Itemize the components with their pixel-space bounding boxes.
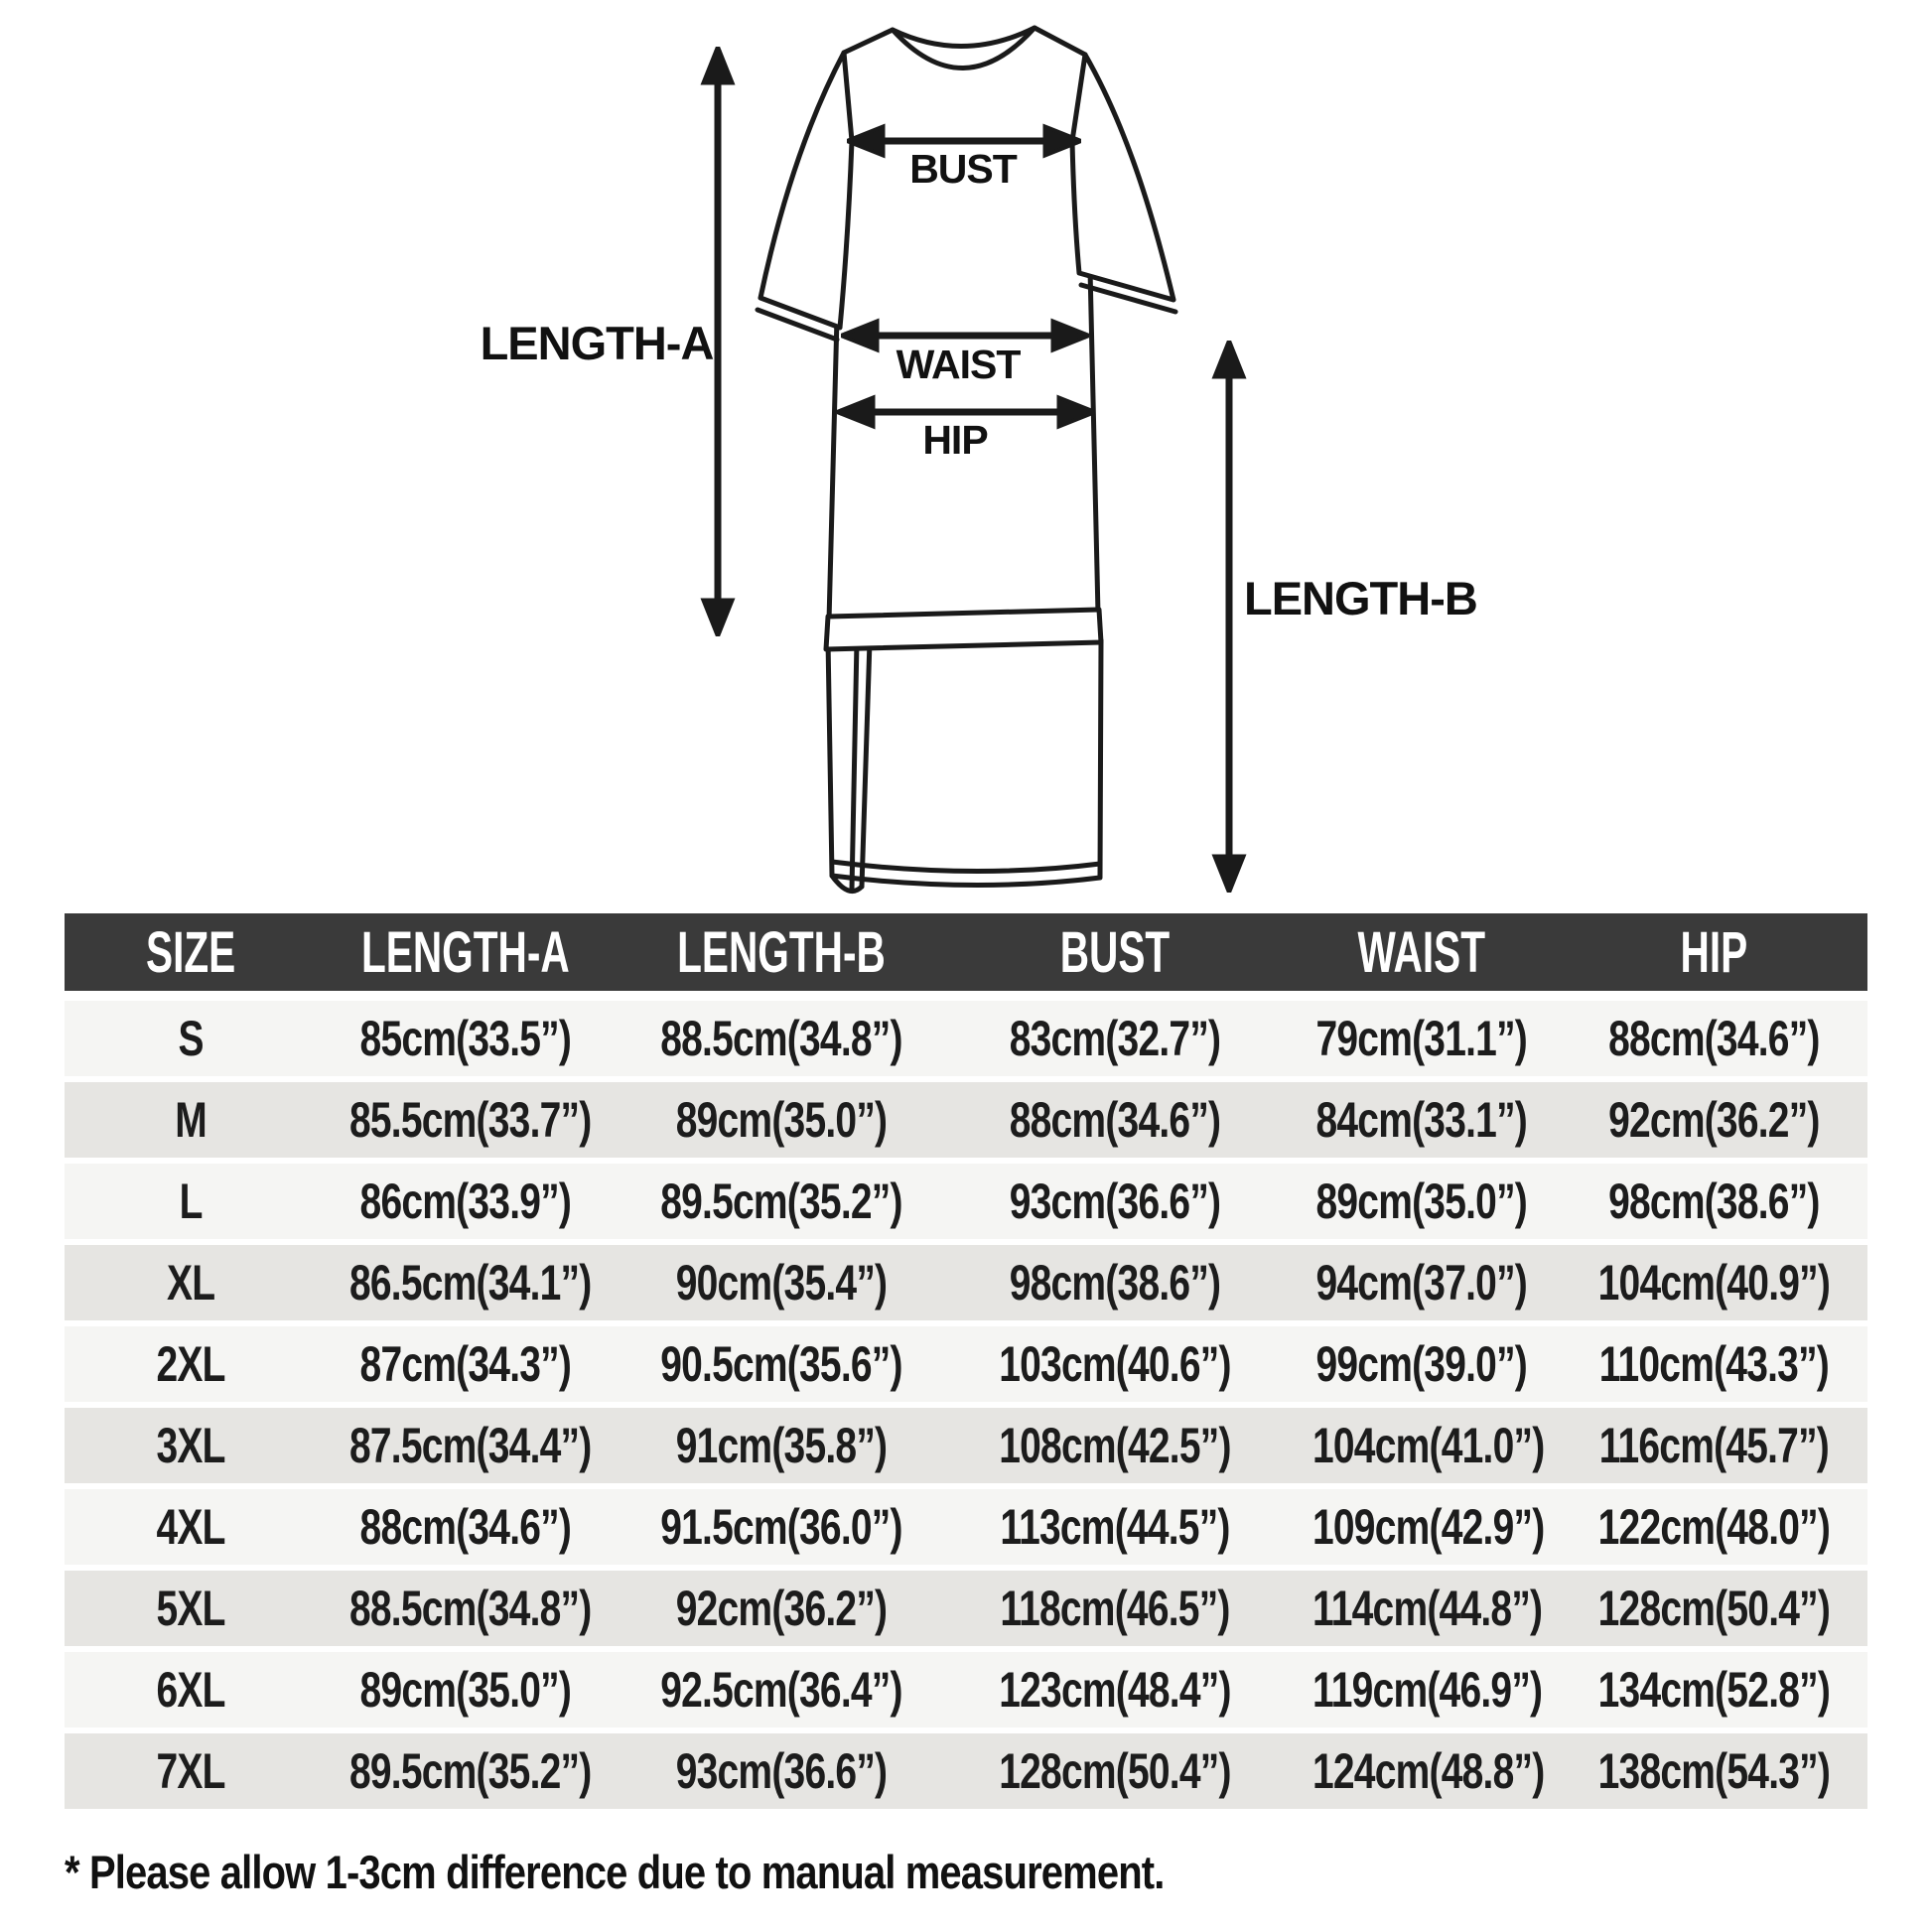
cell-bust: 128cm(50.4”) (999, 1743, 1231, 1799)
cell-bust: 88cm(34.6”) (1009, 1092, 1221, 1148)
cell-size: 5XL (156, 1581, 225, 1636)
waist-label: WAIST (896, 342, 1021, 387)
measurement-note (65, 1845, 1867, 1899)
cell-length-a: 89.5cm(35.2”) (349, 1743, 592, 1799)
table-row (65, 1326, 1867, 1402)
cell-size: XL (166, 1255, 215, 1311)
cell-length-b: 91.5cm(36.0”) (660, 1499, 902, 1555)
cell-bust: 98cm(38.6”) (1009, 1255, 1221, 1311)
cell-bust: 118cm(46.5”) (1000, 1581, 1230, 1636)
cell-length-b: 89.5cm(35.2”) (660, 1173, 902, 1229)
cell-waist: 94cm(37.0”) (1315, 1255, 1527, 1311)
table-row (65, 1245, 1867, 1320)
cell-waist: 104cm(41.0”) (1311, 1418, 1545, 1473)
cell-waist: 114cm(44.8”) (1311, 1581, 1543, 1636)
cell-hip: 110cm(43.3”) (1598, 1336, 1830, 1392)
table-row (65, 1571, 1867, 1646)
header-waist: WAIST (1357, 919, 1485, 985)
bust-label: BUST (909, 146, 1017, 192)
cell-size: 6XL (156, 1662, 225, 1718)
cell-bust: 93cm(36.6”) (1009, 1173, 1221, 1229)
cell-size: 7XL (156, 1743, 225, 1799)
cell-waist: 89cm(35.0”) (1315, 1173, 1527, 1229)
table-row (65, 1489, 1867, 1565)
cell-size: M (175, 1092, 207, 1148)
table-row (65, 1733, 1867, 1809)
table-row (65, 1082, 1867, 1158)
cell-length-b: 92.5cm(36.4”) (660, 1662, 902, 1718)
tunic-hem-band (826, 610, 1101, 649)
cell-length-b: 91cm(35.8”) (675, 1418, 888, 1473)
table-row (65, 1652, 1867, 1727)
cell-waist: 124cm(48.8”) (1311, 1743, 1545, 1799)
cell-length-b: 89cm(35.0”) (675, 1092, 888, 1148)
header-hip: HIP (1680, 919, 1748, 985)
table-row (65, 1164, 1867, 1239)
cell-length-a: 87.5cm(34.4”) (349, 1418, 592, 1473)
size-chart-table (65, 913, 1867, 1815)
cell-size: 3XL (156, 1418, 225, 1473)
cell-length-a: 85.5cm(33.7”) (349, 1092, 592, 1148)
cell-hip: 88cm(34.6”) (1608, 1011, 1820, 1066)
tunic-body (829, 28, 1098, 621)
cell-length-b: 92cm(36.2”) (675, 1581, 888, 1636)
measurement-note-text: * Please allow 1-3cm difference due to manual measurement. (65, 1846, 1165, 1898)
cell-waist: 84cm(33.1”) (1315, 1092, 1527, 1148)
header-size: SIZE (145, 919, 236, 985)
skirt-outline (828, 640, 1101, 892)
cell-hip: 104cm(40.9”) (1597, 1255, 1831, 1311)
cell-hip: 116cm(45.7”) (1598, 1418, 1830, 1473)
cell-length-b: 88.5cm(34.8”) (660, 1011, 902, 1066)
header-length-b: LENGTH-B (676, 919, 886, 985)
cell-bust: 108cm(42.5”) (999, 1418, 1231, 1473)
collar-seam (893, 28, 1035, 47)
cell-hip: 138cm(54.3”) (1597, 1743, 1831, 1799)
cell-length-b: 90.5cm(35.6”) (660, 1336, 902, 1392)
length-a-label: LENGTH-A (480, 317, 714, 369)
hip-label: HIP (922, 417, 988, 463)
cell-hip: 134cm(52.8”) (1597, 1662, 1831, 1718)
cell-size: S (178, 1011, 204, 1066)
length-b-label: LENGTH-B (1244, 572, 1477, 624)
cell-hip: 122cm(48.0”) (1597, 1499, 1831, 1555)
cell-bust: 123cm(48.4”) (999, 1662, 1231, 1718)
cell-bust: 113cm(44.5”) (1000, 1499, 1230, 1555)
cell-length-a: 85cm(33.5”) (359, 1011, 572, 1066)
cell-size: L (179, 1173, 203, 1229)
right-sleeve (1072, 55, 1173, 300)
garment-measurement-diagram (0, 0, 1932, 913)
table-row (65, 1408, 1867, 1483)
header-length-a: LENGTH-A (361, 919, 570, 985)
cell-bust: 103cm(40.6”) (999, 1336, 1231, 1392)
table-row (65, 1001, 1867, 1076)
cell-hip: 128cm(50.4”) (1597, 1581, 1831, 1636)
cell-length-a: 88cm(34.6”) (359, 1499, 572, 1555)
cell-waist: 119cm(46.9”) (1311, 1662, 1543, 1718)
cell-size: 2XL (156, 1336, 225, 1392)
cell-waist: 79cm(31.1”) (1315, 1011, 1527, 1066)
cell-waist: 99cm(39.0”) (1315, 1336, 1527, 1392)
cell-length-a: 88.5cm(34.8”) (349, 1581, 592, 1636)
table-header-row (65, 913, 1867, 991)
cell-size: 4XL (156, 1499, 225, 1555)
left-sleeve (760, 53, 852, 328)
cell-waist: 109cm(42.9”) (1311, 1499, 1545, 1555)
cell-length-b: 90cm(35.4”) (675, 1255, 888, 1311)
cell-length-a: 86.5cm(34.1”) (349, 1255, 592, 1311)
cell-length-a: 89cm(35.0”) (359, 1662, 572, 1718)
header-bust: BUST (1059, 919, 1171, 985)
cell-length-b: 93cm(36.6”) (675, 1743, 888, 1799)
cell-hip: 92cm(36.2”) (1608, 1092, 1820, 1148)
cell-bust: 83cm(32.7”) (1009, 1011, 1221, 1066)
cell-length-a: 87cm(34.3”) (359, 1336, 572, 1392)
cell-length-a: 86cm(33.9”) (359, 1173, 572, 1229)
cell-hip: 98cm(38.6”) (1608, 1173, 1820, 1229)
